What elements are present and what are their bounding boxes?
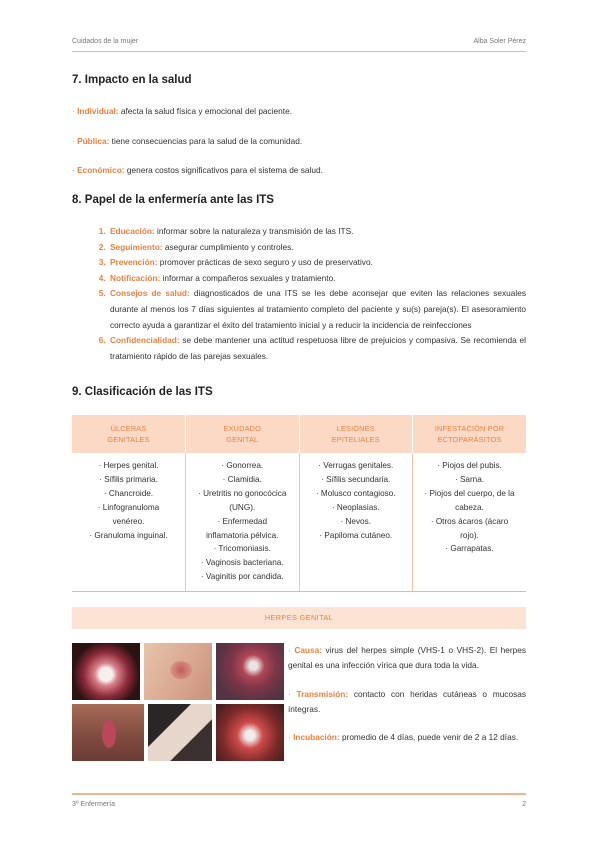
impact-label: Pública: [77,136,110,146]
herpes-text: contacto con heridas cutáneas o mucosas íntegras. [288,689,526,714]
bullet-dot: · [288,645,291,655]
clinical-photo [72,704,144,761]
list-item [108,240,526,256]
column-ulceras [72,453,186,592]
impact-label: Individual: [77,106,119,116]
impact-text: genera costos significativos para el sistema de salud. [124,165,323,175]
item-label: Notificación: [110,272,161,283]
page-header [72,38,526,45]
header-line: GENITALES [107,435,150,444]
impact-text: tiene consecuencias para la salud de la comunidad. [109,136,303,146]
item-label: Seguimiento: [110,241,163,252]
bullet-dot: · [72,136,75,146]
table-cell-line: · Piojos del pubis. [437,461,502,470]
list-item [108,333,526,364]
herpes-item-causa [288,643,526,673]
nursing-role-list [92,224,526,364]
item-label: Educación: [110,226,155,236]
table-cell-line: · Sarna. [454,474,485,484]
header-line: ÚLCERAS [110,424,147,433]
column-header-lesiones [299,415,413,453]
table-cell-line: cabeza. [455,502,484,512]
impact-item-economico [72,164,526,176]
table-cell-line: venéreo. [112,516,145,526]
clinical-photo [216,643,284,700]
table-cell-line: · Linfogranuloma [97,502,160,512]
table-cell-line: · Enfermedad [217,516,268,526]
table-cell-line: · Otros ácaros (ácaro [430,516,509,526]
impact-item-publica [72,135,526,147]
bullet-dot: · [72,106,75,116]
table-cell-line: · Uretritis no gonocócica [198,488,287,498]
item-text: informar sobre la naturaleza y transmisión de las ITS. [154,226,354,236]
table-cell-line: · Granuloma inguinal. [89,530,168,540]
herpes-item-incubacion [288,730,526,745]
column-infestacion [413,453,527,592]
footer-rule [72,793,526,795]
herpes-photo-grid [72,643,280,763]
herpes-genital-banner: HERPES GENITAL [72,607,526,629]
table-cell-line: · Sífilis primaria. [99,474,158,484]
table-cell-line: · Sífilis secundaria. [321,474,391,484]
list-item [108,271,526,287]
item-text: promover prácticas de sexo seguro y uso de preservativo. [157,257,373,268]
table-cell-line: · Chancroide. [103,488,154,498]
header-line: GENITAL [226,435,259,444]
header-rule [72,51,526,52]
list-item [108,255,526,271]
impact-text: afecta la salud física y emocional del paciente. [118,106,292,116]
table-header-row [72,415,526,453]
column-header-ulceras [72,415,186,453]
clinical-photo [72,643,140,700]
column-header-exudado [186,415,300,453]
header-line: ECTOPARÁSITOS [437,435,502,444]
table-cell-line: · Garrapatas. [445,544,494,554]
bullet-dot: · [288,689,291,699]
herpes-text: promedio de 4 días, puede venir de 2 a 12 días. [339,732,519,742]
item-label: Consejos de salud: [110,288,190,299]
footer-course: 3º Enfermería [72,801,116,808]
section-9-title: 9. Clasificación de las ITS [72,386,213,398]
section-7-title: 7. Impacto en la salud [72,74,192,86]
page-number: 2 [522,801,526,808]
list-item [108,224,526,240]
table-cell-line: · Vaginitis por candida. [200,572,284,582]
bullet-dot: · [72,165,75,175]
header-course: Cuidados de la mujer [72,38,139,45]
table-cell-line: · Neoplasias. [331,502,380,512]
classification-table [72,415,526,592]
item-label: Prevención: [110,257,158,268]
item-label: Confidencialidad: [110,335,180,346]
header-line: LESIONES [336,424,375,433]
header-line: INFESTACIÓN POR [434,424,505,433]
table-cell-line: (UNG). [229,502,256,512]
table-cell-line: · Tricomoniasis. [213,544,271,554]
impact-label: Económico: [77,165,125,175]
header-line: EXUDADO [223,424,261,433]
item-text: diagnosticados de una ITS se les debe aconsejar que eviten las relaciones sexuales durante al menos los 7 días siguientes al tratamiento completo del paciente y su(s) pareja(s). El asesoramiento correcto ayuda a garantizar el éxito del tratamiento inicial y a reducir la incidencia de reinfecciones [110,288,526,330]
table-cell-line: · Herpes genital. [98,461,159,470]
table-cell-line: · Clamidia. [222,474,262,484]
clinical-photo [148,704,212,761]
clinical-photo [144,643,212,700]
column-lesiones [299,453,413,592]
item-text: informar a compañeros sexuales y tratamiento. [160,272,336,283]
table-cell-line: · Gonorrea. [221,461,264,470]
page-footer [72,801,526,808]
header-line: EPITELIALES [331,435,380,444]
table-cell-line: rojo). [460,530,479,540]
table-cell-line: · Nevos. [340,516,371,526]
item-text: se debe mantener una actitud respetuosa libre de prejuicios y compasiva. Se recomienda el tratamiento rápido de las parejas sexuales. [110,335,526,361]
table-cell-line: · Vaginosis bacteriana. [200,558,284,568]
impact-item-individual [72,105,526,117]
table-row [72,453,526,592]
herpes-label: Transmisión: [296,689,349,699]
bullet-dot: · [288,732,291,742]
table-cell-line: · Piojos del cuerpo, de la [424,488,515,498]
table-cell-line: · Papiloma cutáneo. [319,530,393,540]
table-cell-line: · Verrugas genitales. [318,461,394,470]
herpes-label: Incubación: [293,732,340,742]
section-8-title: 8. Papel de la enfermería ante las ITS [72,194,274,206]
list-item [108,286,526,333]
herpes-label: Causa: [294,645,322,655]
column-exudado [186,453,300,592]
clinical-photo [216,704,284,761]
herpes-text: virus del herpes simple (VHS-1 o VHS-2). El herpes genital es una infección vírica que dura toda la vida. [288,645,526,670]
header-author: Alba Soler Pérez [473,38,526,45]
herpes-item-transmision [288,687,526,717]
table-cell-line: inflamatoria pélvica. [206,530,279,540]
table-cell-line: · Molusco contagioso. [315,488,396,498]
column-header-infestacion [413,415,527,453]
item-text: asegurar cumplimiento y controles. [162,241,294,252]
